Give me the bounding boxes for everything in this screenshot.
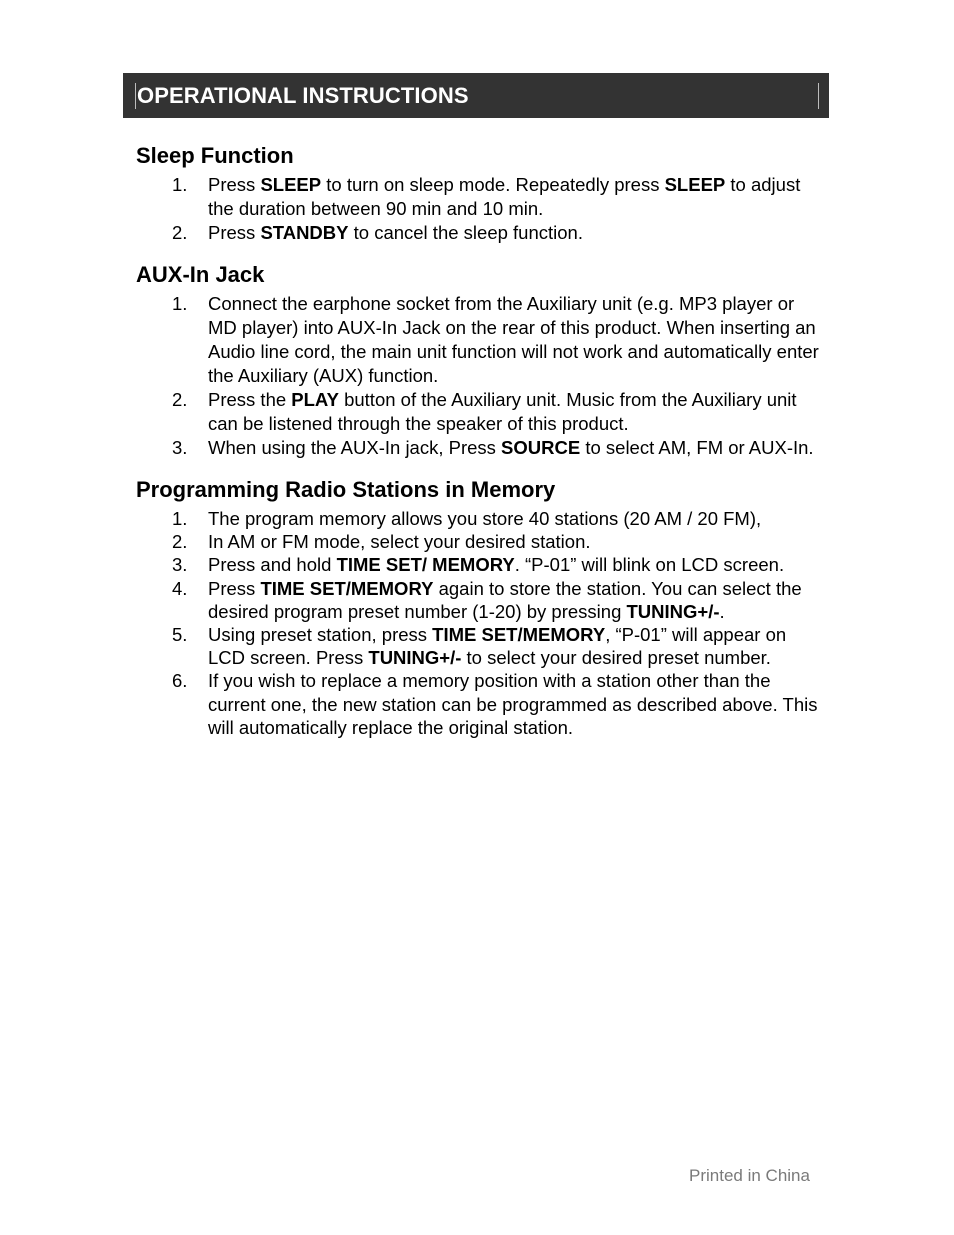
section-title: Sleep Function <box>136 143 294 168</box>
list-item-text: Press <box>208 174 261 195</box>
list-item-text: In AM or FM mode, select your desired station. <box>208 531 591 553</box>
key-label: TIME SET/MEMORY <box>260 577 434 599</box>
list-item-text: . <box>719 600 725 622</box>
key-label: PLAY <box>291 389 339 410</box>
instruction-list <box>136 292 826 460</box>
page-title: OPERATIONAL INSTRUCTIONS <box>137 83 469 108</box>
list-item <box>136 669 826 739</box>
list-item-number: 4. <box>172 577 188 599</box>
list-item-text: The program memory allows you store 40 stations (20 AM / 20 FM), <box>208 508 762 529</box>
key-label: SLEEP <box>664 174 726 195</box>
list-item-text: If you wish to replace a memory position with a station other than the current one, the new station can be programmed as described above. This will automatically replace the original station. <box>208 670 818 738</box>
list-item-number: 2. <box>172 531 188 553</box>
list-item-number: 2. <box>172 222 188 243</box>
list-item-text: to turn on sleep mode. Repeatedly press <box>321 174 665 195</box>
key-label: TUNING+/- <box>626 600 720 622</box>
list-item-number: 1. <box>172 508 188 529</box>
list-item-text: Press <box>208 577 261 599</box>
key-label: TUNING+/- <box>368 647 462 669</box>
header-right-mark <box>818 83 819 109</box>
list-item-number: 5. <box>172 624 188 646</box>
section-sleep-function <box>136 142 826 245</box>
list-item-text: When using the AUX-In jack, Press <box>208 437 502 458</box>
key-label: SOURCE <box>501 437 581 458</box>
section-title: Programming Radio Stations in Memory <box>136 477 556 502</box>
key-label: STANDBY <box>260 222 349 243</box>
list-item <box>136 388 826 436</box>
list-item <box>136 553 826 576</box>
list-item-text: , “P-01” will appear on LCD screen. Press <box>208 624 787 669</box>
section-aux-in-jack <box>136 261 826 460</box>
list-item-number: 2. <box>172 389 188 410</box>
list-item <box>136 173 826 221</box>
key-label: TIME SET/MEMORY <box>432 624 606 646</box>
key-label: TIME SET/ MEMORY <box>336 554 515 576</box>
list-item-text: to select AM, FM or AUX-In. <box>580 437 814 458</box>
list-item-text: Connect the earphone socket from the Auxiliary unit (e.g. MP3 player or MD player) into AUX-In Jack on the rear of this product. When inserting an Audio line cord, the main unit function will not work and automatically enter the Auxiliary (AUX) function. <box>208 293 819 386</box>
list-item-text: Press <box>208 222 261 243</box>
instruction-list <box>136 507 826 739</box>
header-left-mark <box>135 83 136 109</box>
section-header-bar <box>123 73 829 118</box>
list-item-text: button of the Auxiliary unit. Music from the Auxiliary unit can be listened through the speaker of this product. <box>208 389 797 434</box>
list-item-number: 3. <box>172 554 188 576</box>
list-item-number: 6. <box>172 670 188 692</box>
list-item-text: to adjust the duration between 90 min and 10 min. <box>208 174 801 219</box>
key-label: SLEEP <box>260 174 322 195</box>
instructions-content <box>136 142 826 755</box>
list-item <box>136 623 826 669</box>
list-item-text: Press and hold <box>208 554 337 576</box>
list-item-text: Press the <box>208 389 292 410</box>
list-item <box>136 436 826 460</box>
list-item-text: Using preset station, press <box>208 624 433 646</box>
list-item <box>136 507 826 530</box>
list-item-text: to cancel the sleep function. <box>348 222 583 243</box>
list-item <box>136 530 826 553</box>
list-item <box>136 292 826 388</box>
list-item-text: to select your desired preset number. <box>461 647 771 669</box>
footer-note: Printed in China <box>689 1166 810 1185</box>
instruction-list <box>136 173 826 245</box>
list-item-text: again to store the station. You can select the desired program preset number (1-20) by pressing <box>208 577 802 622</box>
list-item-text: . “P-01” will blink on LCD screen. <box>514 554 785 576</box>
list-item <box>136 221 826 245</box>
list-item-number: 3. <box>172 437 188 458</box>
list-item-number: 1. <box>172 174 188 195</box>
section-programming-radio <box>136 476 826 739</box>
section-title: AUX-In Jack <box>136 262 265 287</box>
list-item <box>136 577 826 623</box>
list-item-number: 1. <box>172 293 188 314</box>
